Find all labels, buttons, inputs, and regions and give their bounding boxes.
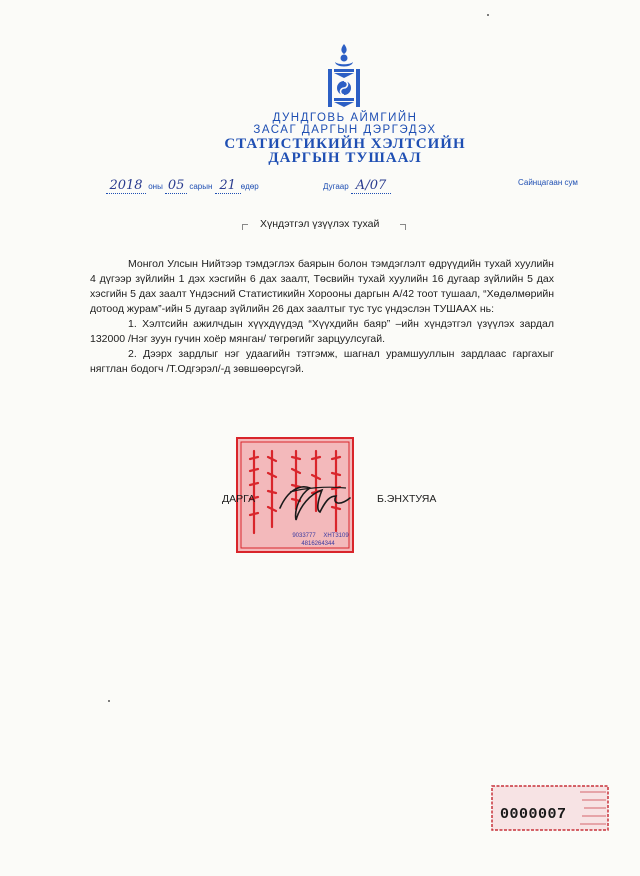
handwritten-signature bbox=[270, 470, 360, 530]
order-item-1: 1. Хэлтсийн ажилчдын хүүхдүүдэд “Хүүхдийн баяр” –ийн хүндэтгэл үзүүлэх зардал 132000 /Нэг зуун гучин хоёр мянган/ төгрөгийг зарцуулсугай. bbox=[90, 318, 554, 345]
signatory-title: ДАРГА bbox=[222, 493, 256, 505]
org-name-line3: СТАТИСТИКИЙН ХЭЛТСИЙН bbox=[224, 136, 466, 152]
order-item-2: 2. Дээрх зардлыг нэг удаагийн тэтгэмж, шагнал урамшууллын зардлаас гаргахыг нягтлан бодогч /Т.Одгэрэл/-д зөвшөөрсүгэй. bbox=[90, 348, 554, 375]
date-year: 2018 bbox=[106, 178, 146, 194]
scan-speck bbox=[108, 700, 110, 702]
subject-corner-left bbox=[242, 224, 248, 230]
date-day-label: өдөр bbox=[240, 182, 259, 191]
order-number bbox=[323, 178, 391, 194]
soyombo-emblem-icon bbox=[322, 42, 366, 110]
org-name-line1: ДУНДГОВЬ АЙМГИЙН bbox=[272, 112, 418, 124]
order-number-label: Дугаар bbox=[323, 182, 349, 191]
date-line bbox=[106, 178, 259, 194]
signatory-name: Б.ЭНХТУЯА bbox=[377, 493, 437, 505]
document-type-title: ДАРГЫН ТУШААЛ bbox=[268, 150, 422, 166]
subject-corner-right bbox=[400, 224, 406, 230]
org-name-line2: ЗАСАГ ДАРГЫН ДЭРГЭДЭХ bbox=[253, 124, 437, 136]
seal-number-2: ХНТ3109 bbox=[323, 533, 349, 539]
date-year-label: оны bbox=[148, 182, 163, 191]
seal-number-1: 9033777 bbox=[292, 533, 316, 539]
date-month-label: сарын bbox=[189, 182, 213, 191]
serial-number: 0000007 bbox=[500, 806, 567, 823]
order-number-value: А/07 bbox=[351, 178, 391, 194]
seal-number-3: 4816264344 bbox=[301, 541, 335, 547]
place-name: Сайнцагаан сум bbox=[518, 178, 578, 187]
date-month: 05 bbox=[165, 178, 187, 194]
subject-title: Хүндэтгэл үзүүлэх тухай bbox=[260, 218, 380, 230]
preamble-paragraph: Монгол Улсын Нийтээр тэмдэглэх баярын болон тэмдэглэлт өдрүүдийн тухай хуулийн 4 дүгээр зүйлийн 1 дэх хэсгийн 6 дах заалт, Төсвийн тухай хуулийн 16 дугаар зүйлийн 5 дах хэсгийн 5 дах заалт Үндэсний Статистикийн Хорооны даргын А/42 тоот тушаал, “Хөдөлмөрийн дотоод журам”-ийн 5 дугаар зүйлийн 26 дах заалтыг тус тус үндэслэн ТУШААХ нь: bbox=[90, 258, 554, 315]
scan-speck bbox=[487, 14, 489, 16]
order-body bbox=[90, 257, 554, 377]
date-day: 21 bbox=[215, 178, 241, 194]
